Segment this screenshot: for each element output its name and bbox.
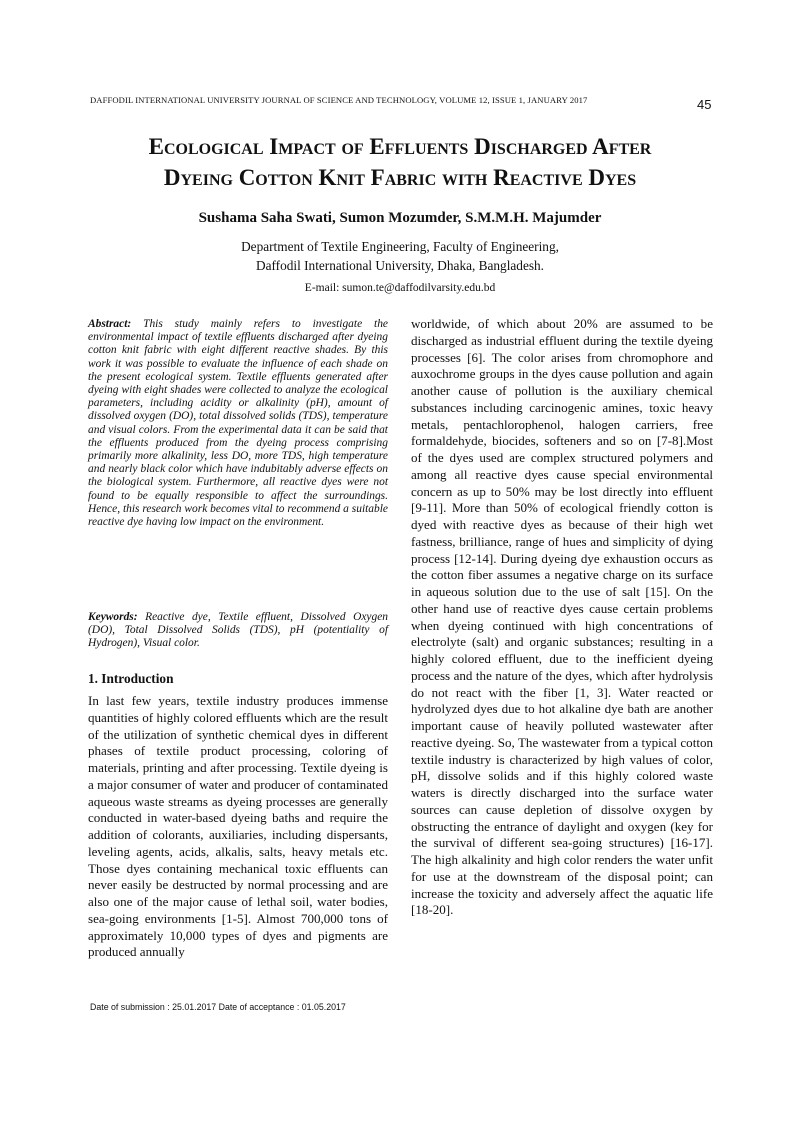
- affiliation-line-2: Daffodil International University, Dhaka, Bangladesh.: [255, 257, 545, 273]
- paper-title: [80, 131, 720, 193]
- keywords: [88, 611, 388, 651]
- abstract: [88, 318, 388, 529]
- title-line-2: Dyeing Cotton Knit Fabric with Reactive Dyes: [163, 165, 637, 190]
- contact-email: E-mail: sumon.te@daffodilvarsity.edu.bd: [304, 282, 496, 294]
- title-line-1: Ecological Impact of Effluents Discharged After: [148, 134, 652, 159]
- keywords-label: Keywords:: [88, 611, 138, 623]
- abstract-text: This study mainly refers to investigate the environmental impact of textile effluents discharged after dyeing cotton knit fabric with eight different reactive shades. By this work it was possible to evaluate the influence of each shade on the present ecological system. Textile effluents generated after dyeing with eight shades were collected to analyze the ecological parameters, including acidity or alkalinity (pH), amount of dissolved oxygen (DO), total dissolved solids (TDS), temperature and visual colors. From the experimental data it can be said that the effluents produced from the dyeing process comprising primarily more alkalinity, less DO, more TDS, high temperature and nearly black color which have indubitably adverse effects on the biological system. Furthermore, all reactive dyes were not found to be equally responsible to affect the surroundings. Hence, this research work becomes vital to recommend a suitable reactive dye having low impact on the environment.: [88, 318, 388, 529]
- introduction-heading: 1. Introduction: [88, 671, 174, 686]
- affiliation: [90, 238, 710, 275]
- submission-dates: Date of submission : 25.01.2017 Date of acceptance : 01.05.2017: [90, 1002, 346, 1012]
- page-number: 45: [697, 97, 712, 112]
- abstract-label: Abstract:: [88, 318, 132, 330]
- author-list: Sushama Saha Swati, Sumon Mozumder, S.M.M.H. Majumder: [198, 210, 602, 226]
- keywords-text: Reactive dye, Textile effluent, Dissolved Oxygen (DO), Total Dissolved Solids (TDS), pH (potentiality of Hydrogen), Visual color.: [88, 611, 388, 650]
- journal-header: DAFFODIL INTERNATIONAL UNIVERSITY JOURNAL OF SCIENCE AND TECHNOLOGY, VOLUME 12, ISSUE 1, JANUARY 2017: [90, 95, 588, 105]
- affiliation-line-1: Department of Textile Engineering, Faculty of Engineering,: [241, 239, 559, 254]
- introduction-column-2: worldwide, of which about 20% are assumed to be discharged as industrial effluent during the textile dyeing processes [6]. The color arises from chromophore and auxochrome groups in the dyes cause pollution and again another cause of pollution is the auxiliary chemical substances including carcinogenic amines, toxic heavy metals, pentachlorophenol, halogen carriers, free formaldehyde, biocides, softeners and so on [7-8].Most of the dyes used are complex structured polymers and among all reactive dyes cause special environmental concern as up to 50% may be lost directly into effluent [9-11]. More than 50% of ecological friendly cotton is dyed with reactive dyes as because of their high wet fastness, brilliance, range of hues and simplicity of dying process [12-14]. During dyeing dye exhaustion occurs as the cotton fiber assumes a negative charge on its surface in aqueous solution due to the use of salt [15]. On the other hand use of reactive dyes cause certain problems when dyeing continued with high concentrations of electrolyte (salt) and organic substances; resulting in a highly colored effluent, due to the inefficient dyeing process and the nature of the dyes, which after hydrolysis do not react with the fiber [1, 3]. Water reacted or hydrolyzed dyes due to hot alkaline dye bath are another important cause of heavily polluted wastewater after reactive dyeing. So, The wastewater from a typical cotton textile industry is characterized by high values of color, pH, dissolve solids and if this highly colored waste waters is directly discharged into the surface water sources can cause depletion of dissolve oxygen by obstructing the entrance of daylight and oxygen (key for the survival of different sea-going structures) [16-17]. The high alkalinity and high color renders the water unfit for use at the downstream of the disposal point; can increase the toxicity and adversely affect the aquatic life [18-20].: [411, 316, 713, 918]
- introduction-column-1: In last few years, textile industry produces immense quantities of highly colored effluents which are the result of the utilization of synthetic chemical dyes in different phases of textile product processing, coloring of materials, printing and after processing. Textile dyeing is a major consumer of water and producer of contaminated aqueous waste streams as dyeing processes are generally conducted in water-based dyeing baths and require the addition of colorants, auxiliaries, including dispersants, leveling agents, acids, alkalis, salts, heavy metals etc. Those dyes containing mechanical toxic effluents can never easily be destructed by normal processing and are also one of the major cause of lethal soil, water bodies, sea-going environments [1-5]. Almost 700,000 tons of approximately 10,000 types of dyes and pigments are produced annually: [88, 693, 388, 960]
